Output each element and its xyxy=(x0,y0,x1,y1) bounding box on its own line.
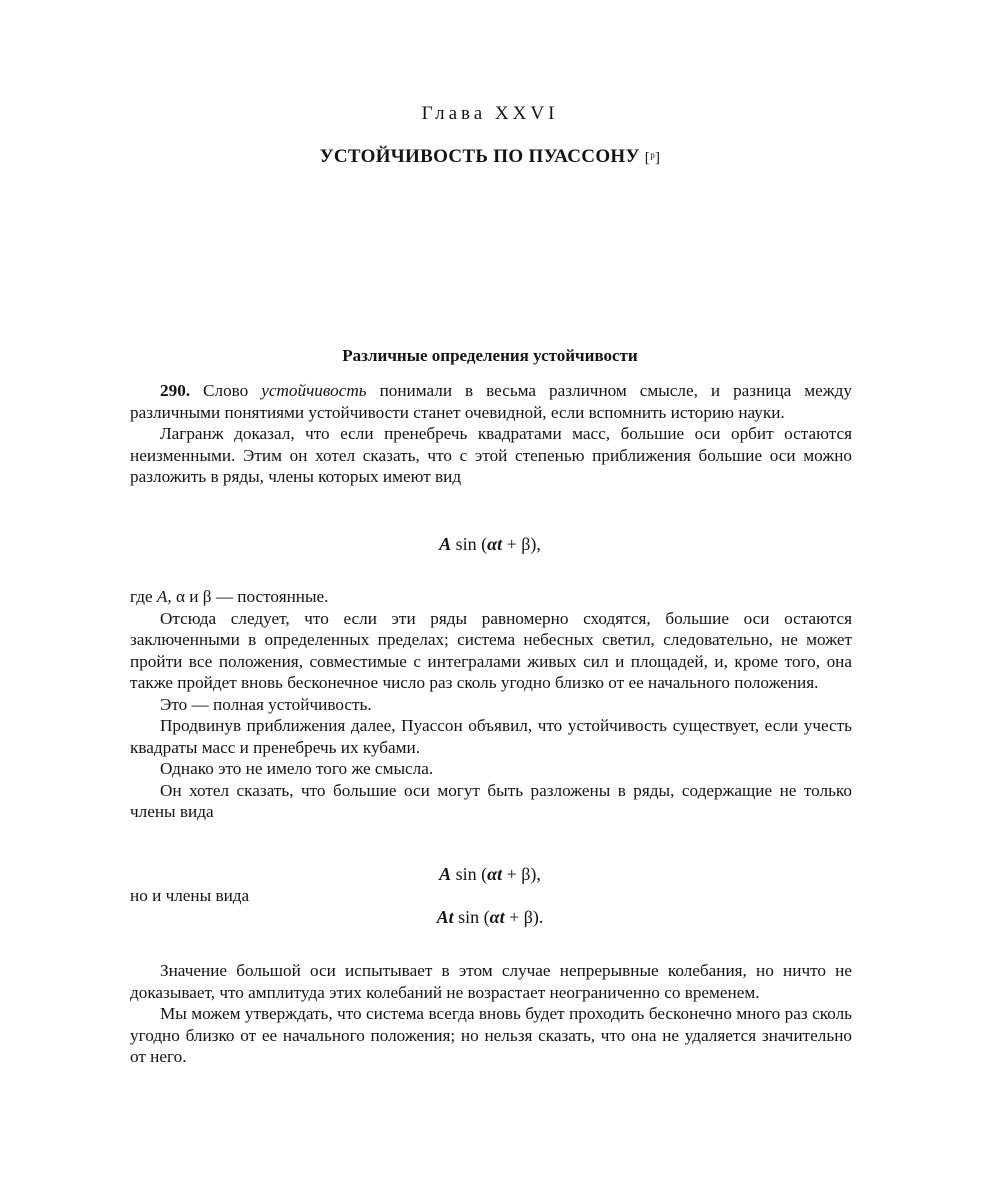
formula-3: At sin (αt + β). xyxy=(436,907,544,927)
chapter-title-text: УСТОЙЧИВОСТЬ ПО ПУАССОНУ xyxy=(319,146,640,167)
paragraph-full-stability: Это — полная устойчивость. xyxy=(160,694,372,714)
paragraph-number: 290. xyxy=(160,381,191,400)
paragraph-meaning: Однако это не имело того же смысла. xyxy=(160,759,434,778)
paragraph-series: Он хотел сказать, что большие оси могут быть разложены в ряды, содержащие не только члены вида xyxy=(130,780,852,821)
chapter-label: Глава XXVI xyxy=(421,103,559,124)
paragraph-290: 290. Слово устойчивость понимали в весьма различном смысле, и разница между различными понятиями устойчивости станет очевидной, если вспомнить историю науки. xyxy=(130,381,852,422)
chapter-title-reference: [ᵖ] xyxy=(644,150,661,166)
section-heading: Различные определения устойчивости xyxy=(342,346,638,365)
text-block-conclusion xyxy=(130,960,852,1068)
paragraph-oscillations: Значение большой оси испытывает в этом случае непрерывные колебания, но ничто не доказывает, что амплитуда этих колебаний не возрастает неограниченно со временем. xyxy=(130,961,852,1002)
chapter-title xyxy=(0,146,980,168)
paragraph-also-terms: но и члены вида xyxy=(130,886,250,905)
paragraph-final: Мы можем утверждать, что система всегда вновь будет проходить бесконечно много раз сколь угодно близко от ее начального положения; но нельзя сказать, что она не удаляется значительно от него. xyxy=(130,1004,852,1066)
paragraph-constants: где A, α и β — постоянные. xyxy=(130,587,329,606)
paragraph-poisson: Продвинув приближения далее, Пуассон объявил, что устойчивость существует, если учесть квадраты масс и пренебречь их кубами. xyxy=(130,716,852,757)
paragraph-consequence: Отсюда следует, что если эти ряды равномерно сходятся, большие оси остаются заключенными в определенных пределах; система небесных светил, следовательно, не может пройти все положения, совместимые с интегралами живых сил и площадей, и, кроме того, она также пройдет вновь бесконечное число раз сколь угодно близко от ее начального положения. xyxy=(130,608,852,692)
emphasized-term: устойчивость xyxy=(261,381,367,400)
paragraph-lagrange: Лагранж доказал, что если пренебречь квадратами масс, большие оси орбит остаются неизменными. Этим он хотел сказать, что с этой степенью приближения большие оси можно разложить в ряды, члены которых имеют вид xyxy=(130,424,852,486)
text-block-intro xyxy=(130,380,852,488)
text-block-main xyxy=(130,586,852,823)
formula-1: A sin (αt + β), xyxy=(439,534,541,554)
formula-2: A sin (αt + β), xyxy=(439,864,541,884)
